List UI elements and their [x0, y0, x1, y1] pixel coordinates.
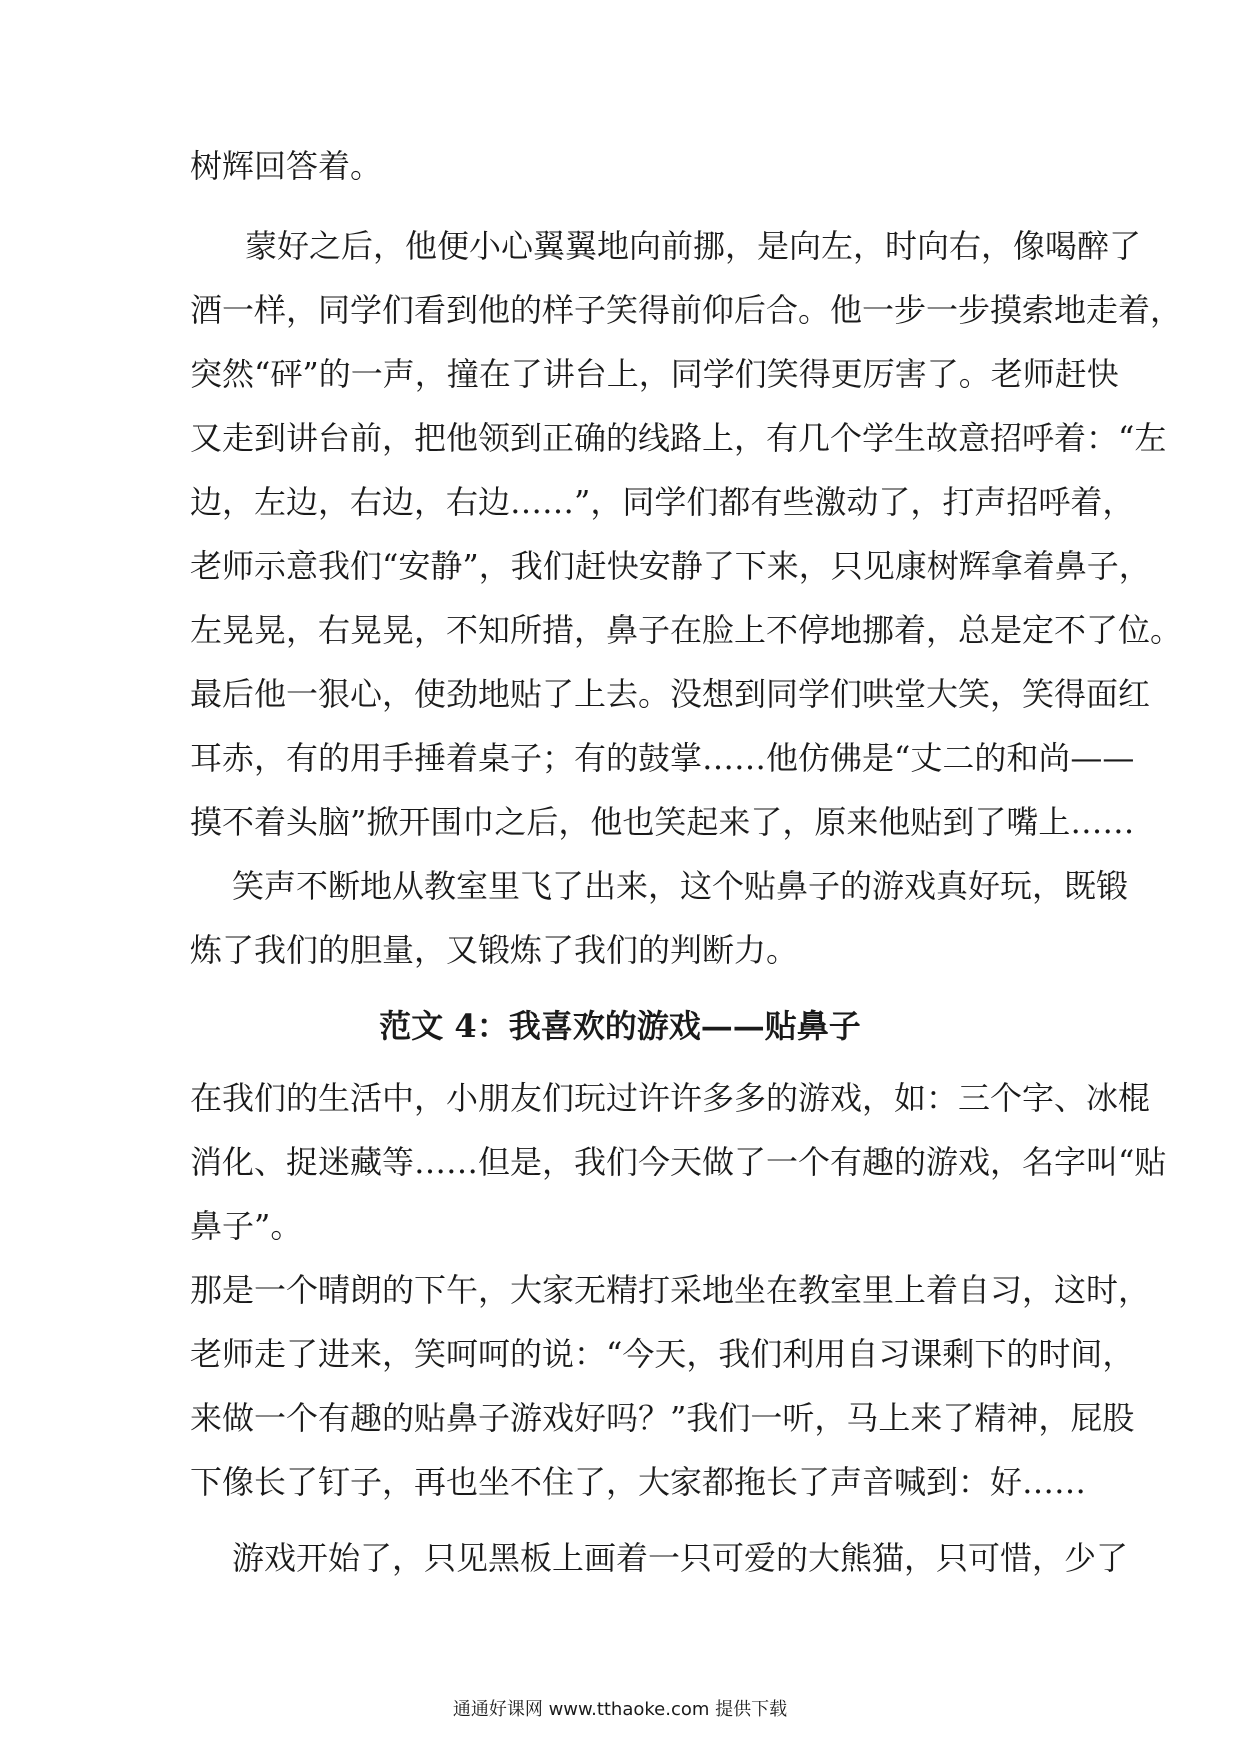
text-line: 蒙好之后，他便小心翼翼地向前挪，是向左，时向右，像喝醉了: [245, 227, 1142, 265]
text-line: 树辉回答着。: [190, 147, 383, 185]
page-footer: 通通好课网 www.tthaoke.com 提供下载: [452, 1699, 788, 1720]
text-line: 老师示意我们“安静”，我们赶快安静了下来，只见康树辉拿着鼻子，: [190, 547, 1151, 585]
text-line: 鼻子”。: [190, 1207, 303, 1245]
text-line: 炼了我们的胆量，又锻炼了我们的判断力。: [190, 931, 799, 969]
text-line: 摸不着头脑”掀开围巾之后，他也笑起来了，原来他贴到了嘴上……: [190, 803, 1135, 841]
text-line: 消化、捉迷藏等……但是，我们今天做了一个有趣的游戏，名字叫“贴: [190, 1143, 1167, 1181]
text-line: 边，左边，右边，右边……”，同学们都有些激动了，打声招呼着，: [190, 483, 1135, 521]
text-line: 来做一个有趣的贴鼻子游戏好吗？”我们一听，马上来了精神，屁股: [190, 1399, 1135, 1437]
text-line: 最后他一狠心，使劲地贴了上去。没想到同学们哄堂大笑，笑得面红: [190, 675, 1151, 713]
text-line: 突然“砰”的一声，撞在了讲台上，同学们笑得更厉害了。老师赶快: [190, 355, 1119, 393]
text-line: 老师走了进来，笑呵呵的说：“今天，我们利用自习课剩下的时间，: [190, 1335, 1135, 1373]
section-heading: 范文 4：我喜欢的游戏——贴鼻子: [379, 1007, 861, 1045]
text-line: 下像长了钉子，再也坐不住了，大家都拖长了声音喊到：好……: [190, 1463, 1087, 1501]
text-line: 又走到讲台前，把他领到正确的线路上，有几个学生故意招呼着：“左: [190, 419, 1167, 457]
text-line: 笑声不断地从教室里飞了出来，这个贴鼻子的游戏真好玩，既锻: [232, 867, 1129, 905]
text-line: 那是一个晴朗的下午，大家无精打采地坐在教室里上着自习，这时，: [190, 1271, 1151, 1309]
text-line: 耳赤，有的用手捶着桌子；有的鼓掌……他仿佛是“丈二的和尚——: [190, 739, 1135, 777]
text-line: 在我们的生活中，小朋友们玩过许许多多的游戏，如：三个字、冰棍: [190, 1079, 1151, 1117]
text-line: 左晃晃，右晃晃，不知所措，鼻子在脸上不停地挪着，总是定不了位。: [190, 611, 1183, 649]
text-line: 酒一样，同学们看到他的样子笑得前仰后合。他一步一步摸索地走着，: [190, 291, 1183, 329]
text-line: 游戏开始了，只见黑板上画着一只可爱的大熊猫，只可惜，少了: [232, 1539, 1129, 1577]
